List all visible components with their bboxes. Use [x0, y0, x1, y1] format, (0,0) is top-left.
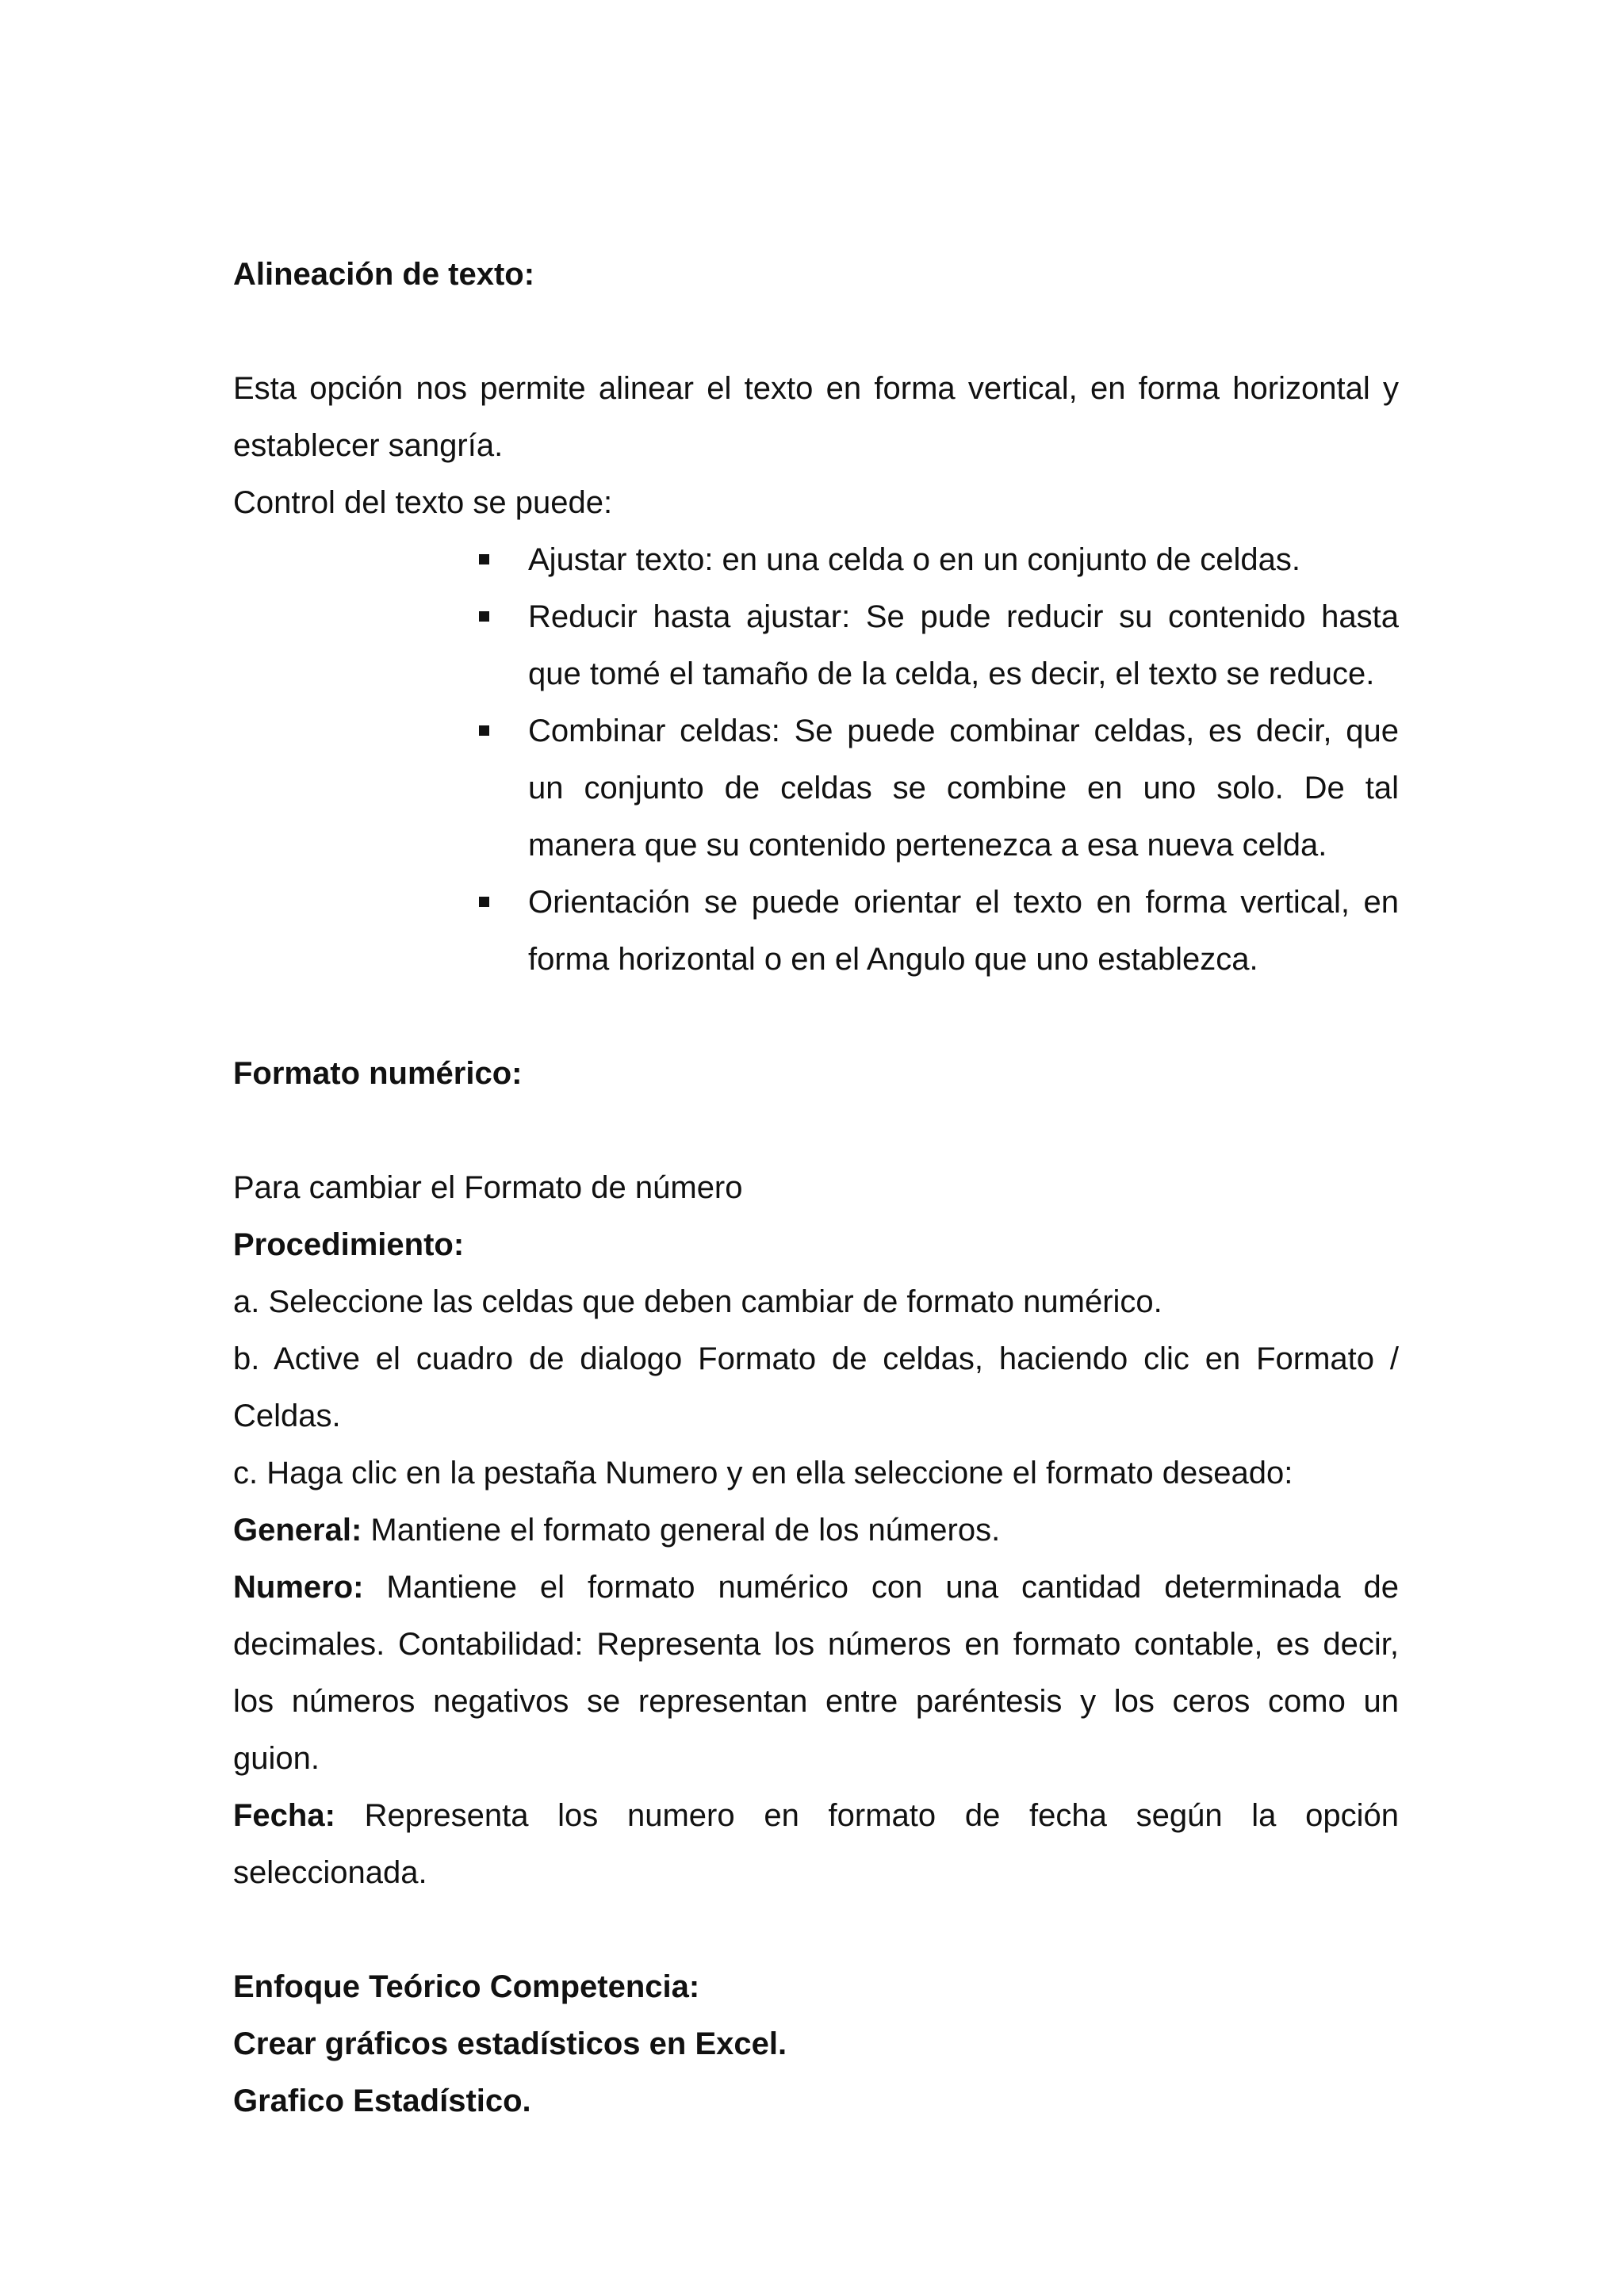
paragraph-line: seleccionada. [233, 1855, 427, 1890]
definition-text: Representa los numero en formato de fecha según la opción [335, 1798, 1399, 1833]
paragraph-line: guion. [233, 1741, 320, 1776]
square-bullet-icon [479, 554, 489, 564]
bullet-text-line: que tomé el tamaño de la celda, es decir, el texto se reduce. [528, 656, 1375, 691]
section-title-enfoque: Enfoque Teórico Competencia: [233, 1969, 700, 2004]
square-bullet-icon [479, 897, 489, 907]
bullet-text-line: Combinar celdas: Se puede combinar celdas, es decir, que [528, 714, 1399, 748]
procedure-label: Procedimiento: [233, 1227, 465, 1262]
section-title-formato: Formato numérico: [233, 1056, 523, 1091]
bullet-text-line: un conjunto de celdas se combine en uno solo. De tal [528, 771, 1399, 806]
bullet-item [479, 531, 1399, 588]
general-definition [233, 1502, 1399, 1559]
paragraph-line: Esta opción nos permite alinear el texto en forma vertical, en forma horizontal y [233, 371, 1399, 406]
definition-text: Mantiene el formato general de los números. [362, 1513, 1001, 1548]
heading-line: Grafico Estadístico. [233, 2084, 531, 2118]
section-title-alineacion: Alineación de texto: [233, 257, 535, 292]
fecha-definition-line [233, 1787, 1399, 1844]
step-b-line: b. Active el cuadro de dialogo Formato de celdas, haciendo clic en Formato / [233, 1341, 1399, 1376]
paragraph-line: decimales. Contabilidad: Representa los números en formato contable, es decir, [233, 1627, 1399, 1662]
heading-line: Crear gráficos estadísticos en Excel. [233, 2026, 787, 2061]
bullet-text-line: Reducir hasta ajustar: Se pude reducir su contenido hasta [528, 599, 1399, 634]
square-bullet-icon [479, 725, 489, 736]
step-a: a. Seleccione las celdas que deben cambiar de formato numérico. [233, 1284, 1162, 1319]
bullet-item [479, 588, 1399, 702]
control-label: Control del texto se puede: [233, 485, 613, 520]
paragraph-line: los números negativos se representan entre paréntesis y los ceros como un [233, 1684, 1399, 1719]
term-label: General: [233, 1513, 362, 1548]
square-bullet-icon [479, 611, 489, 622]
bullet-item [479, 702, 1399, 874]
bullet-text-line: Ajustar texto: en una celda o en un conjunto de celdas. [528, 542, 1301, 577]
paragraph-line: establecer sangría. [233, 428, 504, 463]
bullet-text-line: manera que su contenido pertenezca a esa nueva celda. [528, 828, 1327, 863]
paragraph-line: Para cambiar el Formato de número [233, 1170, 743, 1205]
bullet-list [479, 531, 1399, 988]
definition-text: Mantiene el formato numérico con una cantidad determinada de [363, 1570, 1399, 1605]
step-b-line: Celdas. [233, 1399, 341, 1433]
term-label: Fecha: [233, 1798, 335, 1833]
numero-definition-line [233, 1559, 1399, 1616]
bullet-text-line: Orientación se puede orientar el texto en forma vertical, en [528, 885, 1399, 920]
bullet-item [479, 874, 1399, 988]
term-label: Numero: [233, 1570, 364, 1605]
step-c: c. Haga clic en la pestaña Numero y en ella seleccione el formato deseado: [233, 1456, 1293, 1490]
bullet-text-line: forma horizontal o en el Angulo que uno establezca. [528, 942, 1258, 977]
document-body [233, 246, 1399, 2130]
